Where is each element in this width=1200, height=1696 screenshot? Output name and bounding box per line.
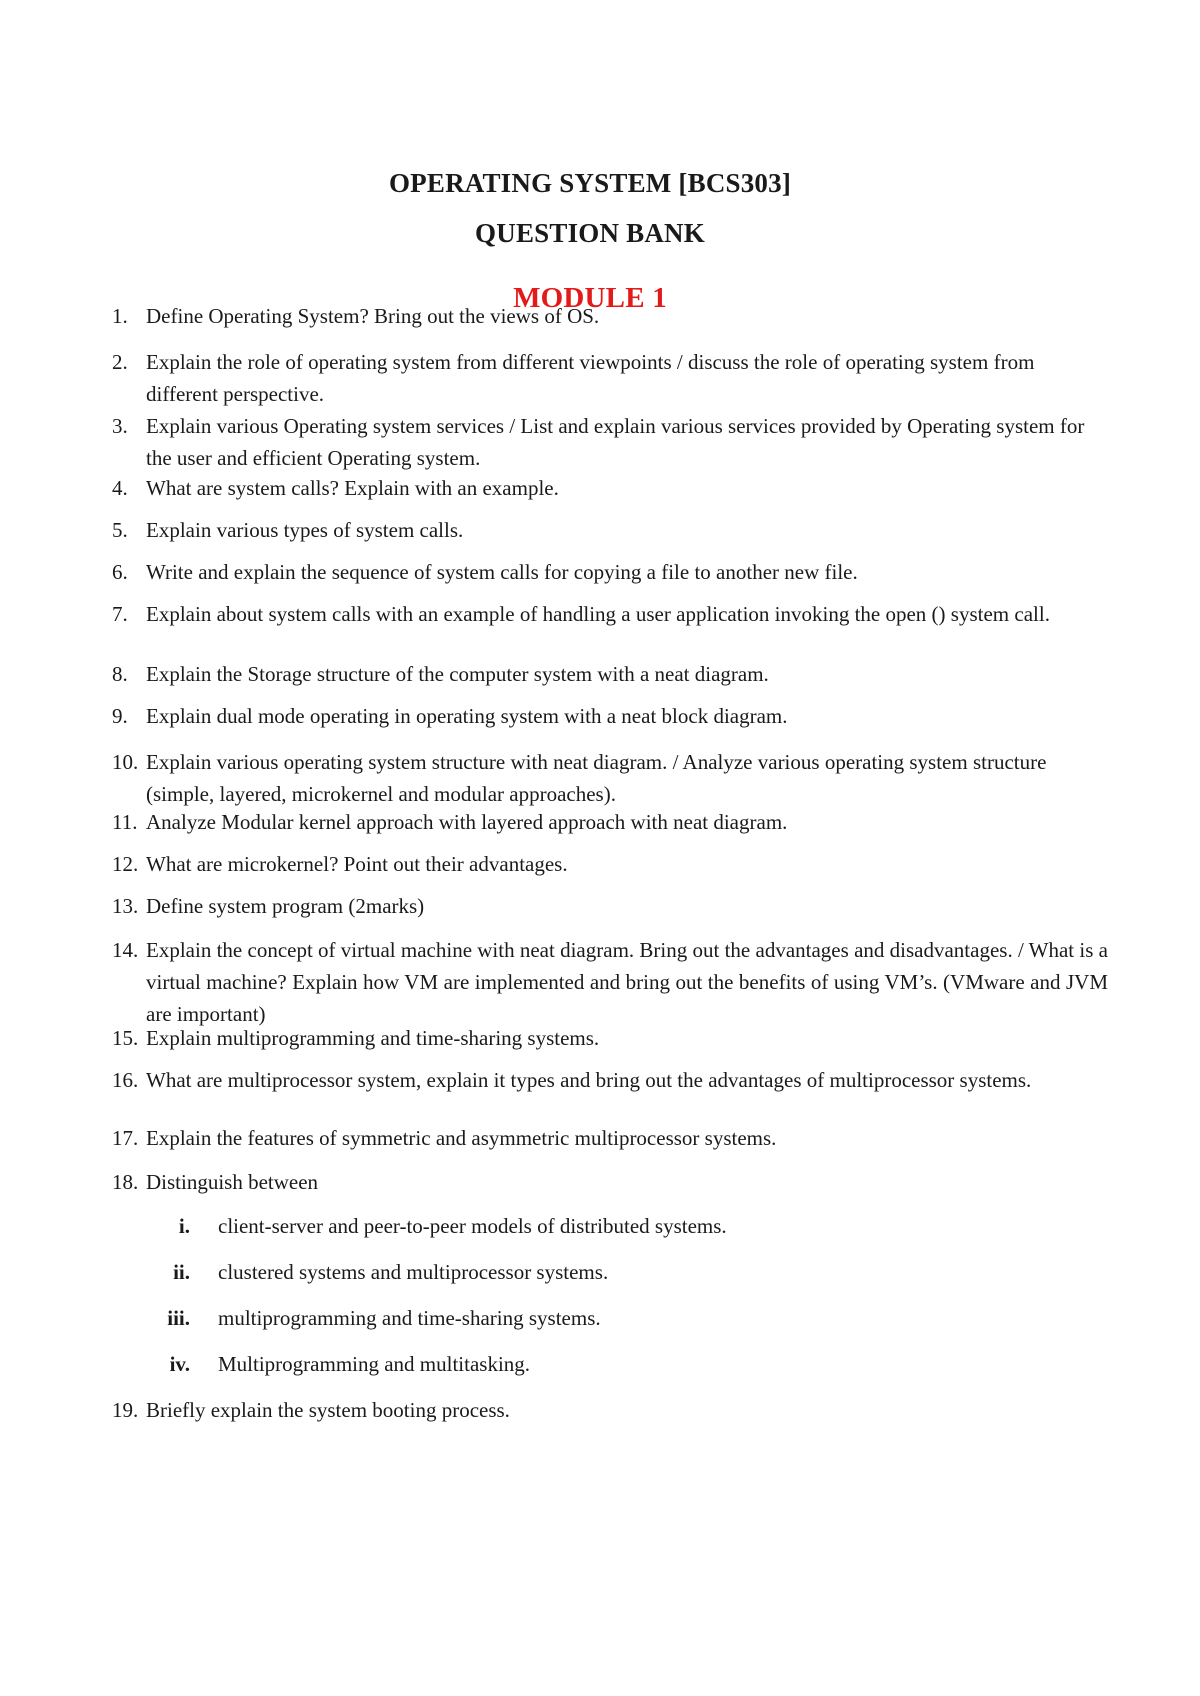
question-text: Explain the features of symmetric and asymmetric multiprocessor systems.	[146, 1126, 777, 1150]
question-number: 11.	[112, 810, 138, 834]
question-text: Define system program (2marks)	[146, 894, 425, 918]
question-number: 10.	[112, 750, 139, 774]
question-number: 5.	[112, 518, 128, 542]
question-text: Define Operating System? Bring out the views of OS.	[146, 304, 600, 328]
question-number: 6.	[112, 560, 128, 584]
sub-item-number: iv.	[169, 1352, 190, 1376]
question-number: 16.	[112, 1068, 139, 1092]
question-text: Explain the role of operating system from different viewpoints / discuss the role of operating system from different perspective.	[146, 350, 1035, 406]
course-title: OPERATING SYSTEM [BCS303]	[388, 168, 792, 198]
sub-item-text: Multiprogramming and multitasking.	[218, 1352, 531, 1376]
question-number: 13.	[112, 894, 139, 918]
module-heading: MODULE 1	[513, 282, 667, 314]
question-text: Explain the Storage structure of the computer system with a neat diagram.	[146, 662, 769, 686]
sub-item-text: clustered systems and multiprocessor systems.	[218, 1260, 609, 1284]
question-number: 14.	[112, 938, 139, 962]
question-text: What are multiprocessor system, explain it types and bring out the advantages of multiprocessor systems.	[146, 1068, 1032, 1092]
question-number: 17.	[112, 1126, 139, 1150]
question-number: 1.	[112, 304, 128, 328]
question-text: Analyze Modular kernel approach with layered approach with neat diagram.	[146, 810, 788, 834]
question-number: 7.	[112, 602, 128, 626]
question-text: Explain various types of system calls.	[146, 518, 464, 542]
sub-item-number: iii.	[167, 1306, 190, 1330]
question-text: What are microkernel? Point out their advantages.	[146, 852, 568, 876]
question-text: Write and explain the sequence of system calls for copying a file to another new file.	[146, 560, 858, 584]
question-text: Briefly explain the system booting process.	[146, 1398, 510, 1422]
question-number: 3.	[112, 414, 128, 438]
question-number: 2.	[112, 350, 128, 374]
question-text: Explain multiprogramming and time-sharing systems.	[146, 1026, 600, 1050]
question-number: 8.	[112, 662, 128, 686]
question-number: 18.	[112, 1170, 139, 1194]
sub-item-text: multiprogramming and time-sharing systems.	[218, 1306, 601, 1330]
question-number: 4.	[112, 476, 128, 500]
question-text: Explain about system calls with an example of handling a user application invoking the open () system call.	[146, 602, 1050, 626]
question-number: 12.	[112, 852, 139, 876]
question-number: 15.	[112, 1026, 139, 1050]
document-subtitle: QUESTION BANK	[475, 218, 705, 248]
sub-item-text: client-server and peer-to-peer models of distributed systems.	[218, 1214, 727, 1238]
sub-item-number: i.	[178, 1214, 190, 1238]
question-text: Distinguish between	[146, 1170, 319, 1194]
question-text: What are system calls? Explain with an example.	[146, 476, 559, 500]
sub-item-number: ii.	[173, 1260, 190, 1284]
question-number: 19.	[112, 1398, 139, 1422]
question-text: Explain various Operating system services / List and explain various services provided by Operating system for the user and efficient Operating system.	[146, 414, 1085, 470]
question-text: Explain various operating system structure with neat diagram. / Analyze various operating system structure (simple, layered, microkernel and modular approaches).	[146, 750, 1047, 806]
question-number: 9.	[112, 704, 128, 728]
question-text: Explain the concept of virtual machine with neat diagram. Bring out the advantages and disadvantages. / What is a virtual machine? Explain how VM are implemented and bring out the benefits of using VM’s. (VMware and JVM are important)	[146, 938, 1108, 1026]
question-text: Explain dual mode operating in operating system with a neat block diagram.	[146, 704, 788, 728]
